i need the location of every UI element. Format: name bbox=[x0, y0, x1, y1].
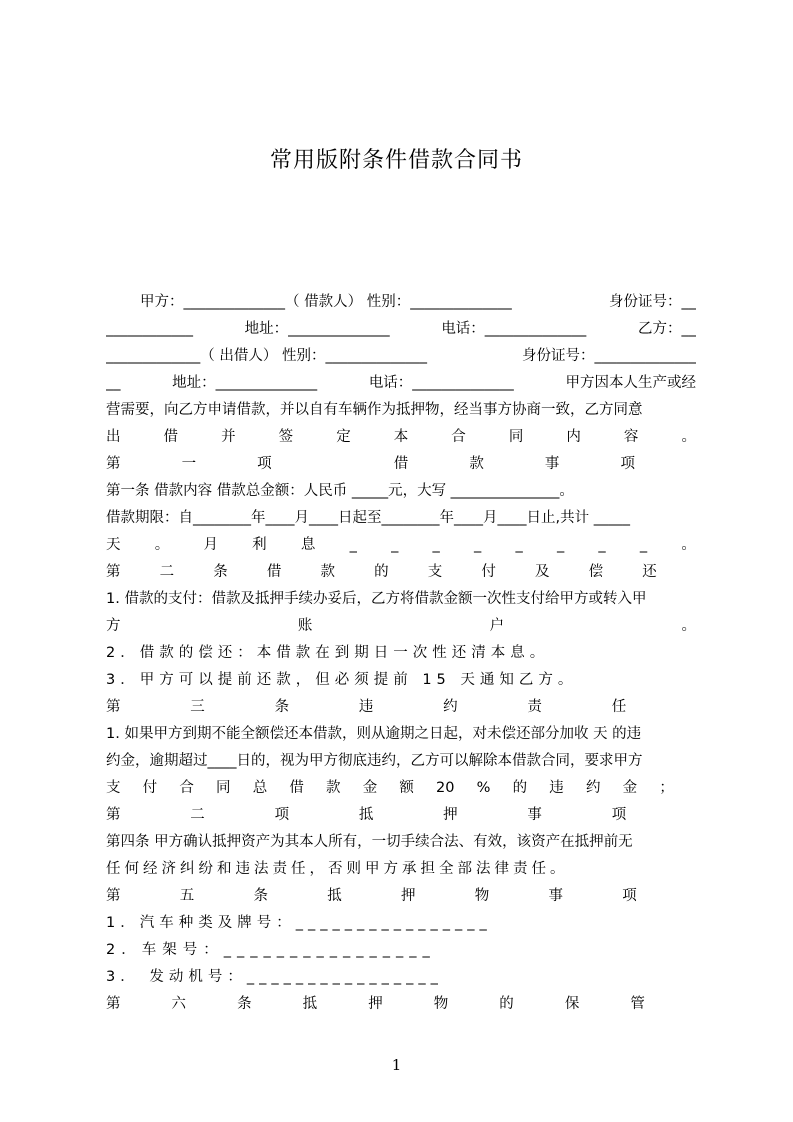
line-segment: 方 bbox=[106, 618, 121, 634]
line-segment: 物 bbox=[474, 888, 490, 904]
line-segment: 还 bbox=[642, 564, 657, 580]
contract-line bbox=[106, 424, 696, 451]
line-segment: 息 bbox=[300, 537, 316, 553]
line-segment: 项 bbox=[257, 456, 272, 472]
line-segment: 押 bbox=[443, 807, 458, 823]
line-segment: __ bbox=[106, 375, 121, 391]
line-segment: 额 bbox=[399, 780, 414, 796]
line-segment: 并 bbox=[221, 429, 236, 445]
line-segment: 总 bbox=[252, 780, 268, 796]
line-segment: 责 bbox=[527, 699, 542, 715]
line-segment: 身份证号：__ bbox=[609, 294, 696, 310]
line-segment: ____________ bbox=[106, 321, 193, 337]
line-segment: 第 bbox=[106, 564, 121, 580]
line-segment: 二 bbox=[159, 564, 175, 580]
line-segment: 物 bbox=[433, 996, 449, 1012]
line-segment: _ bbox=[598, 537, 606, 553]
line-segment: 条 bbox=[274, 699, 290, 715]
line-text: 3．甲方可以提前还款，但必须提前 15 天通知乙方。 bbox=[106, 672, 578, 688]
contract-line bbox=[106, 829, 696, 856]
line-text: 任何经济纠纷和违法责任，否则甲方承担全部法律责任。 bbox=[106, 861, 569, 877]
line-segment: 金 bbox=[362, 780, 378, 796]
line-segment: 约 bbox=[585, 780, 601, 796]
line-text: 借款期限：自________年____月____日起至________年____月____日止,共计 _____ bbox=[106, 510, 630, 526]
contract-line bbox=[106, 532, 696, 559]
line-segment: 容 bbox=[623, 429, 639, 445]
line-segment: 六 bbox=[171, 996, 187, 1012]
line-segment: 条 bbox=[213, 564, 228, 580]
line-segment: 条 bbox=[253, 888, 268, 904]
contract-body bbox=[106, 289, 696, 1018]
line-segment: 事 bbox=[544, 456, 560, 472]
line-text: 1. 借款的支付：借款及抵押手续办妥后，乙方将借款金额一次性支付给甲方或转入甲 bbox=[106, 591, 647, 607]
contract-line bbox=[106, 586, 696, 613]
line-segment: 款 bbox=[469, 456, 484, 472]
contract-line bbox=[106, 478, 696, 505]
contract-line bbox=[106, 721, 696, 748]
line-segment: 抵 bbox=[358, 807, 374, 823]
contract-line bbox=[106, 370, 696, 397]
line-segment: 定 bbox=[336, 429, 351, 445]
line-segment: 身份证号：______________ bbox=[522, 348, 696, 364]
line-segment: 同 bbox=[508, 429, 524, 445]
line-text: 2．车架号：________________ bbox=[106, 942, 436, 958]
page-number: 1 bbox=[391, 1056, 402, 1074]
contract-line bbox=[106, 856, 696, 883]
line-segment: 违 bbox=[358, 699, 374, 715]
line-segment: 及 bbox=[535, 564, 550, 580]
line-segment: 20 bbox=[436, 780, 455, 796]
line-segment: 户 bbox=[489, 618, 505, 634]
contract-line bbox=[106, 289, 696, 316]
line-segment: 金 bbox=[622, 780, 638, 796]
line-segment: 约 bbox=[443, 699, 458, 715]
contract-line bbox=[106, 613, 696, 640]
line-segment: 合 bbox=[179, 780, 194, 796]
contract-line bbox=[106, 775, 696, 802]
line-segment: 天 bbox=[106, 537, 121, 553]
line-text: 第四条 甲方确认抵押资产为其本人所有，一切手续合法、有效，该资产在抵押前无 bbox=[106, 834, 633, 850]
line-segment: 支 bbox=[427, 564, 443, 580]
line-segment: 出 bbox=[106, 429, 121, 445]
line-segment: 押 bbox=[368, 996, 383, 1012]
line-segment: 条 bbox=[237, 996, 252, 1012]
line-segment: 的 bbox=[512, 780, 528, 796]
line-segment: 签 bbox=[278, 429, 294, 445]
line-segment: 的 bbox=[374, 564, 389, 580]
line-segment: 三 bbox=[190, 699, 205, 715]
line-segment: 偿 bbox=[588, 564, 604, 580]
line-segment: _ bbox=[639, 537, 648, 553]
line-segment: 电话：______________ bbox=[368, 375, 514, 391]
line-segment: 项 bbox=[274, 807, 290, 823]
line-segment: 押 bbox=[401, 888, 416, 904]
line-segment: 同 bbox=[216, 780, 231, 796]
line-segment: 二 bbox=[190, 807, 205, 823]
line-segment: _ bbox=[515, 537, 523, 553]
line-segment: 合 bbox=[451, 429, 466, 445]
line-text: 约金，逾期超过____日的，视为甲方彻底违约，乙方可以解除本借款合同，要求甲方 bbox=[106, 753, 643, 769]
line-segment: 借 bbox=[393, 456, 409, 472]
line-segment: _ bbox=[349, 537, 357, 553]
line-segment: % bbox=[476, 780, 491, 796]
line-segment: 地址：______________ bbox=[172, 375, 318, 391]
line-segment: 的 bbox=[499, 996, 514, 1012]
line-segment: 项 bbox=[611, 807, 627, 823]
line-segment: 。 bbox=[154, 537, 170, 553]
line-segment: 。 bbox=[681, 537, 696, 553]
line-segment: _ bbox=[432, 537, 440, 553]
line-segment: 账 bbox=[297, 618, 313, 634]
line-segment: 违 bbox=[549, 780, 564, 796]
line-segment: 第 bbox=[106, 456, 121, 472]
line-segment: 利 bbox=[252, 537, 267, 553]
contract-line bbox=[106, 883, 696, 910]
line-segment: 借 bbox=[289, 780, 304, 796]
contract-line bbox=[106, 964, 696, 991]
contract-line bbox=[106, 802, 696, 829]
line-segment: 抵 bbox=[302, 996, 318, 1012]
line-segment: 支 bbox=[106, 780, 121, 796]
line-segment: 地址：______________ bbox=[244, 321, 390, 337]
line-segment: 抵 bbox=[327, 888, 342, 904]
contract-line bbox=[106, 910, 696, 937]
contract-line bbox=[106, 937, 696, 964]
contract-line bbox=[106, 397, 696, 424]
line-segment: 管 bbox=[630, 996, 645, 1012]
contract-line bbox=[106, 505, 696, 532]
line-segment: 甲方因本人生产或经 bbox=[565, 375, 696, 391]
line-segment: _ bbox=[391, 537, 399, 553]
line-segment: 五 bbox=[179, 888, 195, 904]
contract-line bbox=[106, 451, 696, 478]
line-segment: 第 bbox=[106, 996, 121, 1012]
line-segment: 第 bbox=[106, 699, 121, 715]
contract-line bbox=[106, 343, 696, 370]
line-segment: 款 bbox=[320, 564, 335, 580]
line-segment: 保 bbox=[564, 996, 580, 1012]
line-text: 第一条 借款内容 借款总金额：人民币 _____元，大写 _______________。 bbox=[106, 483, 574, 499]
line-segment: 第 bbox=[106, 888, 121, 904]
line-segment: 。 bbox=[681, 429, 696, 445]
line-segment: 付 bbox=[481, 564, 496, 580]
contract-line bbox=[106, 640, 696, 667]
contract-line bbox=[106, 748, 696, 775]
line-segment: 借 bbox=[163, 429, 179, 445]
line-segment: 本 bbox=[393, 429, 409, 445]
line-segment: 付 bbox=[142, 780, 158, 796]
line-segment: ； bbox=[659, 780, 674, 796]
document-title: 常用版附条件借款合同书 bbox=[269, 148, 523, 173]
line-segment: 甲方：______________（ 借款人） 性别：______________ bbox=[140, 294, 512, 310]
line-segment: 第 bbox=[106, 807, 121, 823]
line-text: 3． 发动机号：________________ bbox=[106, 969, 443, 985]
line-segment: 借 bbox=[266, 564, 282, 580]
line-segment: 电话：______________ bbox=[441, 321, 587, 337]
contract-line bbox=[106, 991, 696, 1018]
contract-line bbox=[106, 559, 696, 586]
line-segment: 事 bbox=[548, 888, 563, 904]
line-segment: 项 bbox=[622, 888, 637, 904]
line-segment: 事 bbox=[527, 807, 542, 823]
line-text: 1. 如果甲方到期不能全额偿还本借款，则从逾期之日起，对未偿还部分加收 天 的违 bbox=[106, 726, 642, 742]
line-segment: _____________（ 出借人） 性别：______________ bbox=[106, 348, 427, 364]
line-text: 营需要，向乙方申请借款，并以自有车辆作为抵押物，经当事方协商一致，乙方同意 bbox=[106, 402, 643, 418]
line-text: 2．借款的偿还：本借款在到期日一次性还清本息。 bbox=[106, 645, 550, 661]
line-segment: 乙方：__ bbox=[637, 321, 696, 337]
line-segment: _ bbox=[556, 537, 565, 553]
line-text: 1．汽车种类及牌号：________________ bbox=[106, 915, 492, 931]
line-segment: 月 bbox=[203, 537, 218, 553]
contract-line bbox=[106, 316, 696, 343]
line-segment: 项 bbox=[620, 456, 635, 472]
line-segment: 。 bbox=[681, 618, 696, 634]
contract-line bbox=[106, 667, 696, 694]
line-segment: 内 bbox=[566, 429, 581, 445]
line-segment: _ bbox=[474, 537, 482, 553]
line-segment: 任 bbox=[611, 699, 627, 715]
line-segment: 一 bbox=[181, 456, 197, 472]
line-segment: 款 bbox=[326, 780, 341, 796]
contract-line bbox=[106, 694, 696, 721]
